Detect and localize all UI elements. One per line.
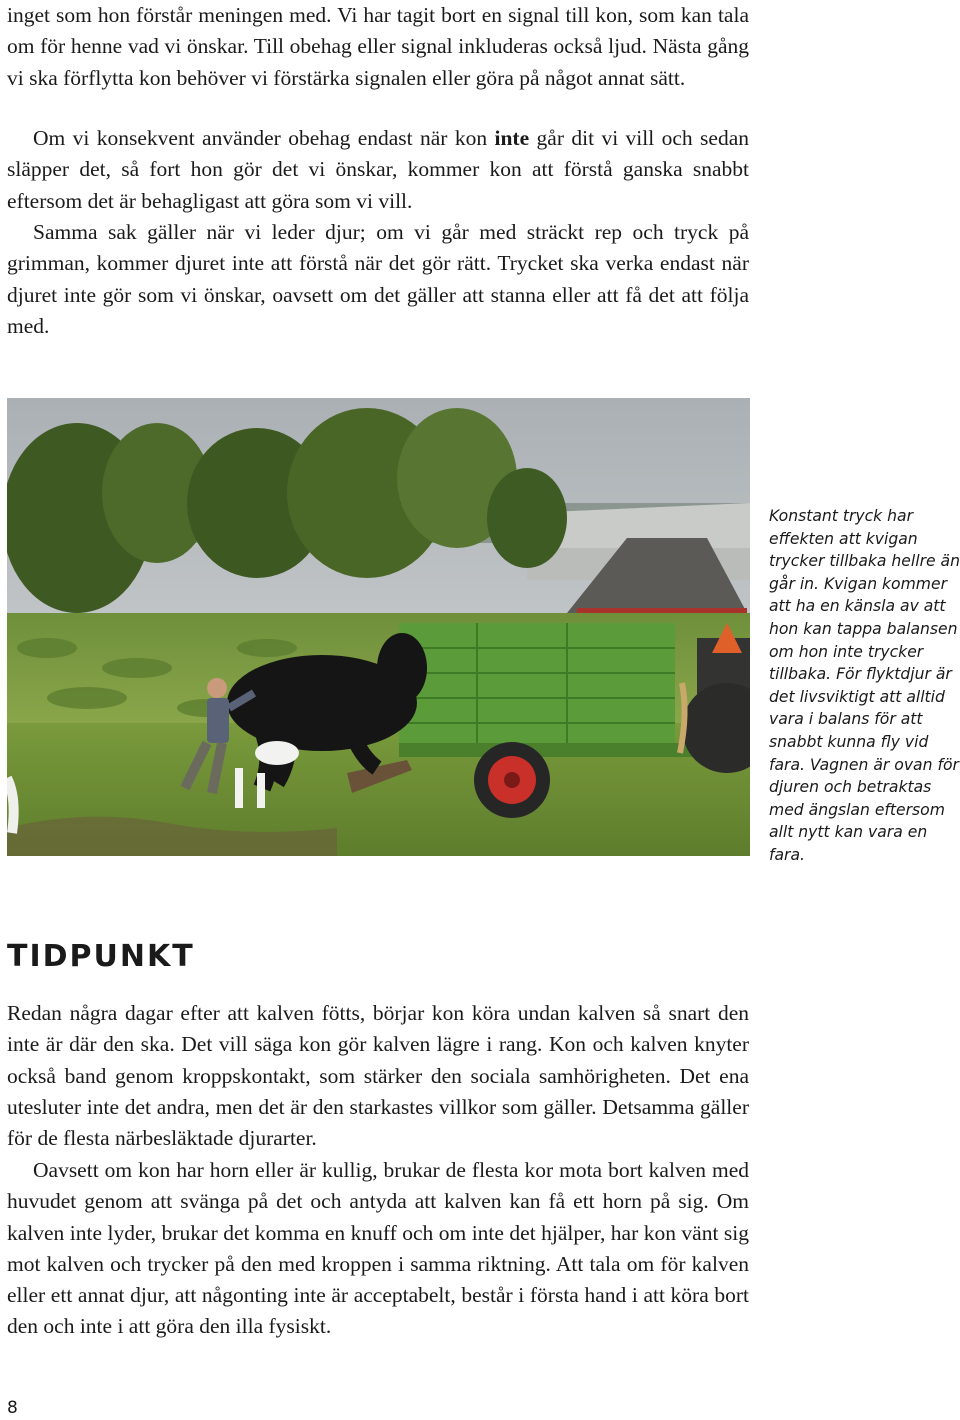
paragraph-consistent-pressure <box>7 123 749 217</box>
page-number: 8 <box>7 1398 18 1418</box>
paragraph-horns: Oavsett om kon har horn eller är kullig, brukar de flesta kor mota bort kalven med huvudet genom att svänga på det och antyda att kalven kan få ett horn på sig. Om kalven inte lyder, brukar det komma en knuff och om inte det hjälper, har kon vänt sig mot kalven och trycker på den med kroppen i samma riktning. Att tala om för kalven eller ett annat djur, att någonting inte är acceptabelt, består i första hand i att köra bort den och inte i att göra den illa fysiskt. <box>7 1158 749 1339</box>
emphasis-word: inte <box>494 126 530 150</box>
photo-heifer-wagon <box>7 398 750 856</box>
paragraph-text-after: går dit vi vill och sedan släpper det, så fort hon gör det vi önskar, kommer kon att förstå ganska snabbt eftersom det är behagligast att göra som vi vill. <box>7 126 749 213</box>
section-heading: TIDPUNKT <box>7 939 195 974</box>
paragraph-text-before: Om vi konsekvent använder obehag endast när kon <box>33 126 495 150</box>
paragraph-continued: inget som hon förstår meningen med. Vi har tagit bort en signal till kon, som kan tala om för henne vad vi önskar. Till obehag eller signal inkluderas också ljud. Nästa gång vi ska förflytta kon behöver vi förstärka signalen eller göra på något annat sätt. <box>7 3 749 90</box>
paragraph-calf-rank: Redan några dagar efter att kalven fötts, börjar kon köra undan kalven så snart den inte är där den ska. Det vill säga kon gör kalven lägre i rang. Kon och kalven knyter också band genom kroppskontakt, som stärker den sociala samhörigheten. Det ena utesluter inte det andra, men det är den starkastes villkor som gäller. Detsamma gäller för de flesta närbesläktade djurarter. <box>7 1001 749 1151</box>
photo-caption: Konstant tryck har effekten att kvigan trycker tillbaka hellre än går in. Kvigan kommer att ha en känsla av att hon kan tappa balansen om hon inte trycker tillbaka. För flyktdjur är det livsviktigt att alltid vara i balans för att snabbt kunna fly vid fara. Vagnen är ovan för djuren och betraktas med ängslan eftersom allt nytt kan vara en fara. <box>769 507 960 864</box>
paragraph-leading-animals: Samma sak gäller när vi leder djur; om vi går med sträckt rep och tryck på grimman, kommer djuret inte att förstå när det gör rätt. Trycket ska verka endast när djuret inte gör som vi önskar, oavsett om det gäller att stanna eller att få det att följa med. <box>7 220 749 338</box>
